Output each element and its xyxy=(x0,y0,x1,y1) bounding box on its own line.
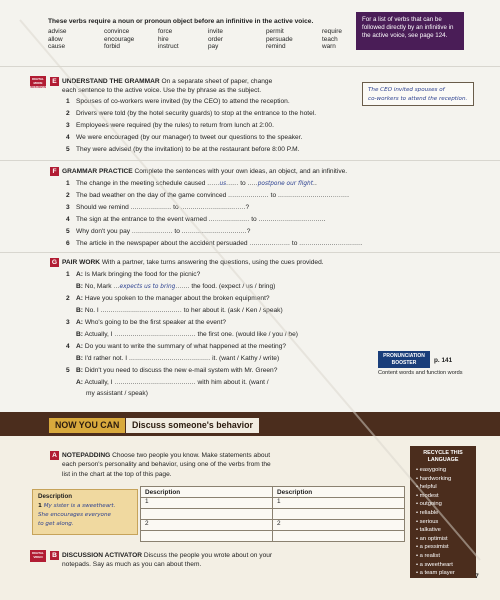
verb: hire xyxy=(158,35,169,43)
recycle-item: • a realist xyxy=(416,552,440,559)
section-letter: B xyxy=(50,551,59,560)
table-header: Description xyxy=(273,487,405,498)
speaker: A: xyxy=(76,343,83,350)
sample-notepad xyxy=(32,489,138,535)
dialog-line: B: Actually, I ........................................ the first one. (would like / you / be) xyxy=(76,331,298,338)
verb: order xyxy=(208,35,223,43)
handwritten-answer: 1 My sister is a sweetheart. xyxy=(38,503,116,509)
verb: advise xyxy=(48,28,67,35)
item-text: to xyxy=(174,228,180,235)
dialog-line xyxy=(66,295,270,302)
dialog-line: B: No. I ........................................ to her about it. (ask / Ken / speak) xyxy=(76,307,283,314)
item-text: ? xyxy=(246,228,251,235)
page-number: 7 xyxy=(475,573,479,580)
digital-badge[interactable]: DIGITAL VIDEO xyxy=(30,550,46,562)
section-instruction: notepads. Say as much as you can about them. xyxy=(62,561,202,568)
booster-subtitle: Content words and function words xyxy=(378,370,463,376)
exercise-item: 2 The bad weather on the day of the game convinced .................... to ................................... xyxy=(66,192,349,199)
handwritten-answer: co-workers to attend the reception. xyxy=(368,96,468,102)
section-title: PAIR WORK xyxy=(62,259,100,266)
item-text: Actually, I xyxy=(84,379,113,386)
recycle-item: • a team player xyxy=(416,570,455,577)
section-instruction: Discuss the people you wrote about on your xyxy=(143,552,273,559)
divider xyxy=(0,160,500,161)
item-text: The change in the meeting schedule caused xyxy=(76,180,206,187)
divider xyxy=(0,66,500,67)
item-text: it. (want / Kathy / write) xyxy=(212,355,280,362)
table-cell[interactable]: 2 xyxy=(273,520,405,531)
recycle-language-box xyxy=(410,446,476,578)
recycle-item: • an optimist xyxy=(416,535,448,542)
item-text: The sign at the entrance to the event warned xyxy=(76,216,207,223)
section-instruction: Choose two people you know. Make statements about xyxy=(112,452,271,459)
recycle-item: • helpful xyxy=(416,484,437,491)
exercise-item: 5 Why don't you pay .................... to ................................? xyxy=(66,228,251,235)
item-text: ? xyxy=(245,204,250,211)
table-cell[interactable]: 1 xyxy=(141,498,273,509)
item-text: We were encouraged (by our manager) to tweet our questions to the speaker. xyxy=(76,134,303,141)
dialog-line xyxy=(66,319,226,326)
item-text: to xyxy=(173,204,179,211)
item-text: Drivers were told (by the hotel security guards) to stop at the entrance to the hotel. xyxy=(76,110,317,117)
item-text: Spouses of co-workers were invited (by the CEO) to attend the reception. xyxy=(76,98,290,105)
table-cell[interactable] xyxy=(141,531,273,542)
item-number: 1 xyxy=(66,271,70,278)
verb: cause xyxy=(48,43,66,50)
item-text: Actually, I xyxy=(84,331,113,338)
recycle-item: • talkative xyxy=(416,527,441,534)
section-title: NOTEPADDING xyxy=(62,452,111,459)
item-text: . xyxy=(315,180,317,187)
item-text: with him about it. (want / xyxy=(197,379,269,386)
dialog-line xyxy=(66,271,200,278)
section-f-header xyxy=(50,167,347,176)
table-cell[interactable]: 2 xyxy=(141,520,273,531)
item-text: Do you want to write the summary of what happened at the meeting? xyxy=(84,343,287,350)
verb-list-title: These verbs require a noun or pronoun object before an infinitive in the active voice. xyxy=(48,18,314,25)
now-you-can-title: Discuss someone's behavior xyxy=(126,418,259,433)
reference-note: For a list of verbs that can be followed directly by an infinitive in the active voice, see page 124. xyxy=(356,12,464,50)
handwritten-answer: postpone our flight xyxy=(257,181,313,187)
handwritten-answer: She encourages everyone xyxy=(38,512,111,518)
section-e-header xyxy=(50,77,272,86)
item-text: Have you spoken to the manager about the broken equipment? xyxy=(84,295,270,302)
table-header: Description xyxy=(141,487,273,498)
table-cell[interactable] xyxy=(141,509,273,520)
section-instruction: On a separate sheet of paper, change xyxy=(161,78,273,85)
recycle-item: • modest xyxy=(416,492,439,499)
item-text: No. I xyxy=(84,307,99,314)
speaker: A: xyxy=(76,295,83,302)
recycle-item: • hardworking xyxy=(416,475,452,482)
speaker: B: xyxy=(76,331,83,338)
section-letter: E xyxy=(50,77,59,86)
exercise-item: 1 Spouses of co-workers were invited (by the CEO) to attend the reception. xyxy=(66,98,290,105)
item-text: Employees were required (by the rules) to return from lunch at 2:00. xyxy=(76,122,274,129)
item-text: Is Mark bringing the food for the picnic? xyxy=(84,271,201,278)
recycle-item: • outgoing xyxy=(416,501,442,508)
exercise-item: 2 Drivers were told (by the hotel security guards) to stop at the entrance to the hotel. xyxy=(66,110,317,117)
item-text: to her about it. (ask / Ken / speak) xyxy=(183,307,283,314)
exercise-item: 4 The sign at the entrance to the event warned .................... to ................................. xyxy=(66,216,326,223)
exercise-item: 4 We were encouraged (by our manager) to tweet our questions to the speaker. xyxy=(66,134,303,141)
dialog-line: B: No, Mark ...expects us to bring....... the food. (expect / us / bring) xyxy=(76,283,276,290)
recycle-item: • reliable xyxy=(416,509,439,516)
table-row xyxy=(141,531,405,542)
verb: force xyxy=(158,28,173,35)
item-text: The bad weather on the day of the game convinced xyxy=(76,192,227,199)
item-text: They were advised (by the invitation) to be at the restaurant before 8:00 P.M. xyxy=(76,146,300,153)
verb-grid xyxy=(48,28,368,50)
sample-title: Description xyxy=(38,493,73,500)
verb: convince xyxy=(104,28,130,35)
table-row xyxy=(141,498,405,509)
exercise-item: 3 Should we remind .................... to ................................? xyxy=(66,204,250,211)
dialog-line: A: Actually, I ........................................ with him about it. (want / xyxy=(76,379,269,386)
section-title: DISCUSSION ACTIVATOR xyxy=(62,552,142,559)
speaker: B: xyxy=(76,283,83,290)
pronunciation-booster[interactable] xyxy=(378,351,478,385)
recycle-title: RECYCLE THIS LANGUAGE xyxy=(423,450,463,463)
table-cell[interactable] xyxy=(273,531,405,542)
item-text: to xyxy=(291,240,298,247)
verb: invite xyxy=(208,28,223,35)
divider xyxy=(0,252,500,253)
item-text: to xyxy=(240,180,246,187)
verb: pay xyxy=(208,43,219,50)
item-text: I'd rather not. I xyxy=(84,355,128,362)
item-text: The article in the newspaper about the accident persuaded xyxy=(76,240,248,247)
section-g-header xyxy=(50,258,324,267)
exercise-item: 5 They were advised (by the invitation) to be at the restaurant before 8:00 P.M. xyxy=(66,146,300,153)
speaker: A: xyxy=(76,319,83,326)
item-number: 3 xyxy=(66,319,70,326)
table-row xyxy=(141,509,405,520)
section-letter: A xyxy=(50,451,59,460)
item-text: . xyxy=(360,240,363,247)
recycle-item: • serious xyxy=(416,518,439,525)
item-text: Should we remind xyxy=(76,204,129,211)
verb: permit xyxy=(266,28,284,35)
section-letter: F xyxy=(50,167,59,176)
item-text: the food. (expect / us / bring) xyxy=(191,283,276,290)
speaker: A: xyxy=(76,271,83,278)
item-text: to xyxy=(270,192,277,199)
verb: forbid xyxy=(104,43,120,50)
verb: teach xyxy=(322,35,338,43)
exercise-item: 1 The change in the meeting schedule caused ......us...... to .....postpone our flight.. xyxy=(66,180,317,187)
recycle-item: • a pessimist xyxy=(416,544,449,551)
verb: allow xyxy=(48,35,63,43)
item-number: 2 xyxy=(66,295,70,302)
verb: warn xyxy=(322,43,336,50)
verb: remind xyxy=(266,43,286,50)
section-instruction: each sentence to the active voice. Use the by phrase as the subject. xyxy=(62,87,262,94)
answer-example-box xyxy=(362,82,474,106)
section-instruction: With a partner, take turns answering the questions, using the cues provided. xyxy=(101,259,324,266)
exercise-item: 3 Employees were required (by the rules) to return from lunch at 2:00. xyxy=(66,122,274,129)
item-text: Why don't you pay xyxy=(76,228,131,235)
item-number: 5 xyxy=(66,367,70,374)
section-letter: G xyxy=(51,259,58,266)
dialog-line: my assistant / speak) xyxy=(86,390,148,397)
booster-page: p. 141 xyxy=(434,357,453,364)
item-text: to xyxy=(251,216,257,223)
handwritten-answer: expects us to bring xyxy=(119,284,176,290)
exercise-item: 6 The article in the newspaper about the accident persuaded .................... to ............................... xyxy=(66,240,363,247)
section-title: GRAMMAR PRACTICE xyxy=(62,168,133,175)
recycle-item: • a sweetheart xyxy=(416,561,453,568)
section-instruction: each person's personality and behavior, using one of the verbs from the xyxy=(62,461,271,468)
verb: instruct xyxy=(158,43,179,50)
table-cell[interactable] xyxy=(273,509,405,520)
handwritten-answer: The CEO invited spouses of xyxy=(368,87,445,93)
section-instruction: list in the chart at the top of this page. xyxy=(62,471,172,478)
verb: encourage xyxy=(104,35,135,43)
speaker: B: xyxy=(76,367,83,374)
booster-tag[interactable]: PRONUNCIATION BOOSTER xyxy=(378,351,430,368)
speaker: B: xyxy=(76,355,83,362)
handwritten-answer: us xyxy=(219,181,227,187)
item-text: No, Mark xyxy=(84,283,112,290)
notepad-table xyxy=(140,486,405,542)
dialog-line xyxy=(66,367,277,374)
item-text: Didn't you need to discuss the new e-mail system with Mr. Green? xyxy=(84,367,278,374)
section-title: UNDERSTAND THE GRAMMAR xyxy=(62,78,160,85)
verb: require xyxy=(322,28,342,35)
digital-badge[interactable]: DIGITAL MORE EXERCISES xyxy=(30,77,48,89)
speaker: A: xyxy=(76,379,83,386)
item-text: . xyxy=(347,192,349,199)
item-text: Who's going to be the first speaker at the event? xyxy=(84,319,227,326)
handwritten-answer: to get along. xyxy=(38,521,74,527)
recycle-item: • easygoing xyxy=(416,467,447,473)
now-you-can-tag: NOW YOU CAN xyxy=(49,418,125,433)
speaker: B: xyxy=(76,307,83,314)
table-cell[interactable]: 1 xyxy=(273,498,405,509)
dialog-line: B: I'd rather not. I ........................................ it. (want / Kathy / write) xyxy=(76,355,280,362)
table-row xyxy=(141,520,405,531)
item-number: 4 xyxy=(66,343,70,350)
dialog-line xyxy=(66,343,286,350)
item-text: . xyxy=(323,216,326,223)
section-b-header xyxy=(50,551,272,560)
verb: persuade xyxy=(266,35,293,43)
section-a-header xyxy=(50,451,270,460)
section-instruction: Complete the sentences with your own ideas, an object, and an infinitive. xyxy=(134,168,348,175)
item-text: the first one. (would like / you / be) xyxy=(197,331,298,338)
